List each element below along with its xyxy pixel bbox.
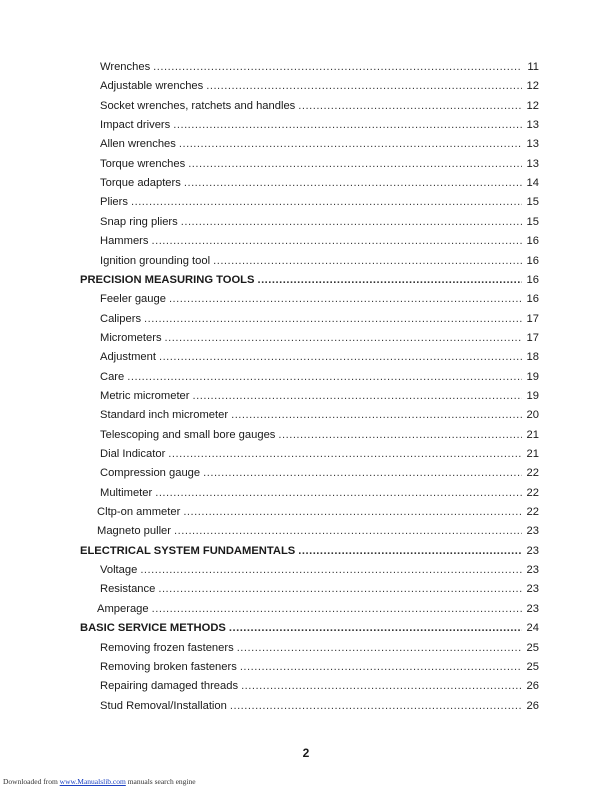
- toc-entry-label: Stud Removal/Installation: [100, 699, 227, 712]
- dot-leader: [188, 157, 522, 171]
- toc-page-number: 26: [526, 680, 539, 693]
- toc-page-number: 22: [526, 486, 539, 499]
- toc-page-number: 22: [526, 506, 539, 519]
- toc-page-number: 12: [526, 99, 539, 112]
- dot-leader: [140, 563, 522, 577]
- toc-page-number: 23: [526, 602, 539, 615]
- toc-entry-label: Hammers: [100, 235, 149, 248]
- toc-entry-row[interactable]: [100, 582, 539, 596]
- toc-page-number: 21: [526, 448, 539, 460]
- dot-leader: [278, 428, 522, 442]
- dot-leader: [213, 254, 522, 268]
- toc-entry-row[interactable]: [100, 195, 539, 209]
- toc-entry-label: Impact drivers: [100, 119, 171, 132]
- dot-leader: [183, 505, 522, 519]
- toc-entry-row[interactable]: [100, 215, 539, 229]
- dot-leader: [165, 331, 522, 345]
- dot-leader: [231, 408, 522, 422]
- toc-entry-label: Care: [100, 370, 125, 383]
- dot-leader: [174, 524, 522, 538]
- toc-section-row[interactable]: [80, 544, 539, 558]
- dot-leader: [151, 234, 522, 248]
- toc-page-number: 16: [526, 254, 539, 267]
- toc-entry-row[interactable]: [100, 350, 539, 364]
- dot-leader: [237, 641, 522, 655]
- toc-page-number: 23: [526, 544, 539, 557]
- toc-page-number: 20: [526, 409, 539, 422]
- toc-entry-label: Adjustment: [100, 351, 156, 364]
- dot-leader: [257, 273, 522, 287]
- toc-entry-row[interactable]: [100, 99, 539, 113]
- toc-page-number: 23: [526, 583, 539, 596]
- toc-entry-row[interactable]: [100, 60, 539, 74]
- toc-page-number: 15: [526, 196, 539, 209]
- dot-leader: [206, 79, 522, 93]
- toc-page-number: 21: [526, 428, 539, 441]
- toc-entry-row[interactable]: [100, 428, 539, 442]
- toc-entry-label: Feeler gauge: [100, 293, 166, 306]
- toc-section-row[interactable]: [80, 273, 539, 287]
- toc-entry-row[interactable]: [100, 370, 539, 384]
- toc-page-number: 18: [526, 351, 539, 364]
- toc-entry-row[interactable]: [100, 466, 539, 480]
- toc-entry-label: Torque wrenches: [100, 157, 186, 170]
- toc-entry-label: Socket wrenches, ratchets and handles: [100, 99, 296, 112]
- toc-entry-row[interactable]: [100, 447, 539, 461]
- dot-leader: [241, 679, 522, 693]
- footer-prefix: Downloaded from: [3, 777, 58, 786]
- toc-page-number: 11: [527, 61, 539, 73]
- toc-entry-row[interactable]: [100, 699, 539, 713]
- toc-page-number: 25: [526, 660, 539, 673]
- manualslib-link[interactable]: www.Manualslib.com: [59, 777, 126, 786]
- toc-page-number: 24: [526, 622, 539, 635]
- dot-leader: [184, 176, 522, 190]
- toc-section-row[interactable]: [80, 621, 539, 635]
- toc-entry-label: Adjustable wrenches: [100, 80, 204, 93]
- toc-entry-row[interactable]: [100, 660, 539, 674]
- dot-leader: [155, 486, 522, 500]
- dot-leader: [193, 389, 522, 403]
- toc-entry-label: Snap ring pliers: [100, 215, 178, 228]
- page-number: 2: [302, 746, 310, 760]
- toc-page-number: 19: [526, 389, 539, 402]
- dot-leader: [240, 660, 522, 674]
- toc-entry-row[interactable]: [100, 389, 539, 403]
- dot-leader: [203, 466, 522, 480]
- toc-page-number: 14: [526, 177, 539, 190]
- toc-page-number: 22: [526, 467, 539, 480]
- dot-leader: [173, 118, 522, 132]
- dot-leader: [168, 447, 522, 461]
- toc-page-number: 15: [526, 215, 539, 228]
- dot-leader: [131, 195, 522, 209]
- toc-entry-row[interactable]: [100, 331, 539, 345]
- toc-page-number: 19: [526, 370, 539, 383]
- dot-leader: [298, 544, 522, 558]
- toc-entry-label: Voltage: [100, 564, 138, 577]
- toc-entry-row[interactable]: [100, 679, 539, 693]
- toc-page-number: 12: [526, 80, 539, 93]
- dot-leader: [230, 699, 522, 713]
- dot-leader: [153, 60, 522, 74]
- toc-entry-row[interactable]: [97, 602, 539, 616]
- toc-entry-label: PRECISION MEASURING TOOLS: [80, 273, 255, 286]
- toc-entry-label: Amperage: [97, 602, 149, 615]
- toc-entry-label: Torque adapters: [100, 177, 181, 190]
- toc-entry-label: Removing frozen fasteners: [100, 641, 234, 654]
- dot-leader: [179, 137, 522, 151]
- dot-leader: [158, 582, 522, 596]
- toc-entry-label: BASIC SERVICE METHODS: [80, 622, 226, 635]
- toc-entry-row[interactable]: [100, 312, 539, 326]
- dot-leader: [298, 99, 522, 113]
- toc-page-number: 16: [526, 273, 539, 286]
- dot-leader: [181, 215, 522, 229]
- toc-entry-row[interactable]: [97, 505, 539, 519]
- toc-page-number: 16: [526, 235, 539, 248]
- toc-page-number: 17: [526, 331, 539, 344]
- toc-entry-row[interactable]: [100, 79, 539, 93]
- toc-entry-label: Micrometers: [100, 331, 162, 344]
- toc-entry-label: Multimeter: [100, 486, 153, 499]
- dot-leader: [152, 602, 522, 616]
- toc-entry-label: Compression gauge: [100, 467, 201, 480]
- toc-entry-label: Resistance: [100, 583, 156, 596]
- toc-entry-label: Metric micrometer: [100, 389, 190, 402]
- toc-page-number: 13: [526, 138, 539, 151]
- toc-page-number: 25: [526, 641, 539, 654]
- dot-leader: [229, 621, 522, 635]
- toc-page-number: 17: [526, 312, 539, 325]
- toc-entry-label: Cltp-on ammeter: [97, 506, 181, 519]
- toc-entry-row[interactable]: [100, 408, 539, 422]
- toc-page-number: 16: [526, 293, 539, 306]
- toc-entry-label: Allen wrenches: [100, 138, 176, 151]
- toc-entry-row[interactable]: [100, 137, 539, 151]
- toc-entry-label: Pliers: [100, 196, 128, 209]
- toc-entry-label: Removing broken fasteners: [100, 660, 237, 673]
- dot-leader: [127, 370, 522, 384]
- toc-entry-row[interactable]: [100, 157, 539, 171]
- toc-page-number: 26: [526, 699, 539, 712]
- download-footer: [3, 777, 196, 786]
- toc-entry-row[interactable]: [100, 292, 539, 306]
- footer-suffix: manuals search engine: [127, 777, 196, 786]
- toc-entry-row[interactable]: [97, 524, 539, 538]
- toc-page-number: 23: [526, 525, 539, 538]
- toc-entry-row[interactable]: [100, 176, 539, 190]
- toc-entry-label: Magneto puller: [97, 525, 172, 538]
- toc-entry-label: Telescoping and small bore gauges: [100, 428, 276, 441]
- toc-entry-label: ELECTRICAL SYSTEM FUNDAMENTALS: [80, 544, 296, 557]
- toc-entry-row[interactable]: [100, 254, 539, 268]
- dot-leader: [144, 312, 522, 326]
- dot-leader: [159, 350, 522, 364]
- toc-entry-row[interactable]: [100, 486, 539, 500]
- toc-entry-label: Repairing damaged threads: [100, 680, 239, 693]
- dot-leader: [169, 292, 522, 306]
- toc-entry-label: Ignition grounding tool: [100, 254, 211, 267]
- toc-entry-label: Calipers: [100, 312, 142, 325]
- toc-entry-row[interactable]: [100, 234, 539, 248]
- toc-page-number: 23: [526, 564, 539, 577]
- toc-page-number: 13: [526, 157, 539, 170]
- toc-entry-row[interactable]: [100, 563, 539, 577]
- toc-entry-row[interactable]: [100, 118, 539, 132]
- toc-entry-label: Dial Indicator: [100, 448, 166, 460]
- toc-entry-label: Standard inch micrometer: [100, 409, 229, 422]
- toc-entry-label: Wrenches: [100, 61, 151, 73]
- toc-page-number: 13: [526, 119, 539, 132]
- toc-entry-row[interactable]: [100, 641, 539, 655]
